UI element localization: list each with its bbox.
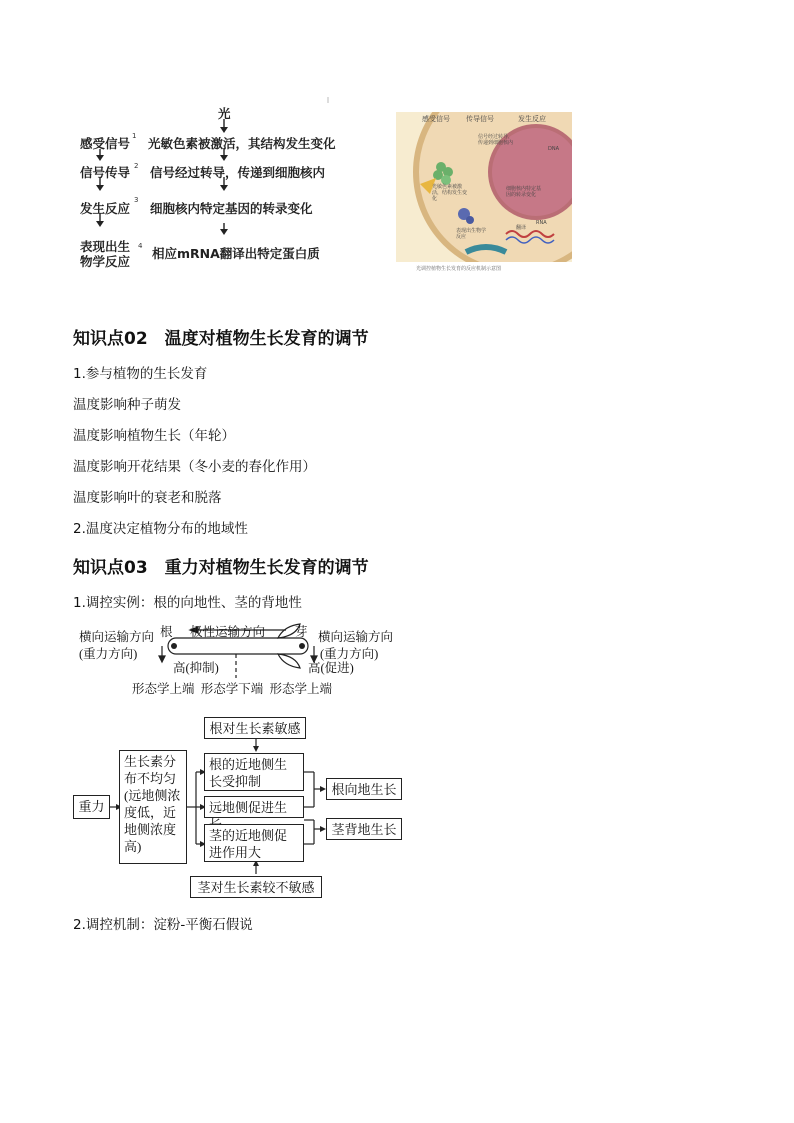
- section03-item-2: 2.调控机制：淀粉-平衡石假说: [73, 917, 253, 933]
- transport-lateral-right-1: 横向运输方向: [318, 630, 394, 644]
- box-root-geotropism: 根向地生长: [326, 778, 402, 800]
- transport-polar: 极性运输方向: [190, 625, 266, 639]
- transport-root: 根: [160, 625, 173, 639]
- section03-title: 知识点03 重力对植物生长发育的调节: [73, 558, 369, 578]
- cell-header-1: 感受信号: [422, 115, 450, 123]
- transport-lateral-right-2: (重力方向): [320, 647, 379, 661]
- box-stem-insensitive: 茎对生长素较不敏感: [190, 876, 322, 898]
- section03-item-1: 1.调控实例：根的向地性、茎的背地性: [73, 595, 302, 611]
- flow-right-3: 细胞核内特定基因的转录变化: [150, 201, 313, 216]
- flow-left-3: 发生反应: [80, 201, 131, 216]
- flow-left-1: 感受信号: [80, 136, 131, 151]
- transport-high-inhibit: 高(抑制): [173, 661, 219, 675]
- box-stem-near-side: 茎的近地侧促进作用大: [204, 824, 304, 862]
- section02-item-6: 2.温度决定植物分布的地域性: [73, 521, 248, 537]
- cell-caption: 光调控植物生长发育的反应机制示意图: [416, 266, 502, 272]
- flow-num-2: 2: [134, 162, 139, 170]
- transport-high-promote: 高(促进): [308, 661, 354, 675]
- flow-right-1: 光敏色素被激活，其结构发生变化: [148, 136, 336, 151]
- section02-item-3: 温度影响植物生长（年轮）: [73, 428, 235, 444]
- cell-header-3: 发生反应: [518, 115, 546, 123]
- section02-item-2: 温度影响种子萌发: [73, 397, 181, 413]
- transport-lateral-left-2: (重力方向): [79, 647, 138, 661]
- cell-label-transduction: 信号经过转导，传递到细胞核内: [478, 134, 514, 146]
- flow-left-4b: 物学反应: [80, 254, 131, 269]
- cell-label-transcription: 细胞核内特定基因的转录变化: [506, 186, 542, 198]
- box-root-sensitive: 根对生长素敏感: [204, 717, 306, 739]
- cell-label-translate: 翻译: [516, 225, 527, 231]
- flow-right-2: 信号经过转导，传递到细胞核内: [150, 165, 326, 180]
- flow-num-3: 3: [134, 196, 139, 204]
- transport-bud: 芽: [295, 625, 308, 639]
- transport-bottom-labels: 形态学上端 形态学下端 形态学上端: [132, 682, 333, 696]
- transport-lateral-left-1: 横向运输方向: [79, 630, 155, 644]
- flow-num-4: 4: [138, 242, 143, 250]
- box-stem-geotropism: 茎背地生长: [326, 818, 402, 840]
- box-gravity: 重力: [73, 795, 110, 819]
- flow-left-4a: 表现出生: [80, 239, 131, 254]
- cell-label-phytochrome: 光敏色素被激活，结构发生变化: [432, 184, 468, 202]
- cell-header-2: 传导信号: [466, 115, 494, 123]
- box-root-near-side: 根的近地侧生长受抑制: [204, 753, 304, 791]
- cell-label-dna: DNA: [548, 146, 560, 152]
- flow-left-2: 信号传导: [80, 165, 131, 180]
- cell-label-rna: RNA: [536, 220, 547, 226]
- cell-signal-figure: [396, 112, 572, 276]
- flow-right-4: 相应mRNA翻译出特定蛋白质: [152, 246, 320, 261]
- section02-item-4: 温度影响开花结果（冬小麦的春化作用）: [73, 459, 316, 475]
- section02-item-5: 温度影响叶的衰老和脱落: [73, 490, 222, 506]
- flow-num-1: 1: [132, 132, 137, 140]
- section02-title: 知识点02 温度对植物生长发育的调节: [73, 329, 369, 349]
- flow-top-label: 光: [218, 106, 231, 121]
- box-far-side: 远地侧促进生: [204, 796, 304, 818]
- cell-label-response: 表现出生物学反应: [456, 228, 487, 240]
- section02-item-1: 1.参与植物的生长发育: [73, 366, 208, 382]
- box-uneven-distribution: 生长素分布不均匀(远地侧浓度低，近地侧浓度高): [119, 750, 187, 864]
